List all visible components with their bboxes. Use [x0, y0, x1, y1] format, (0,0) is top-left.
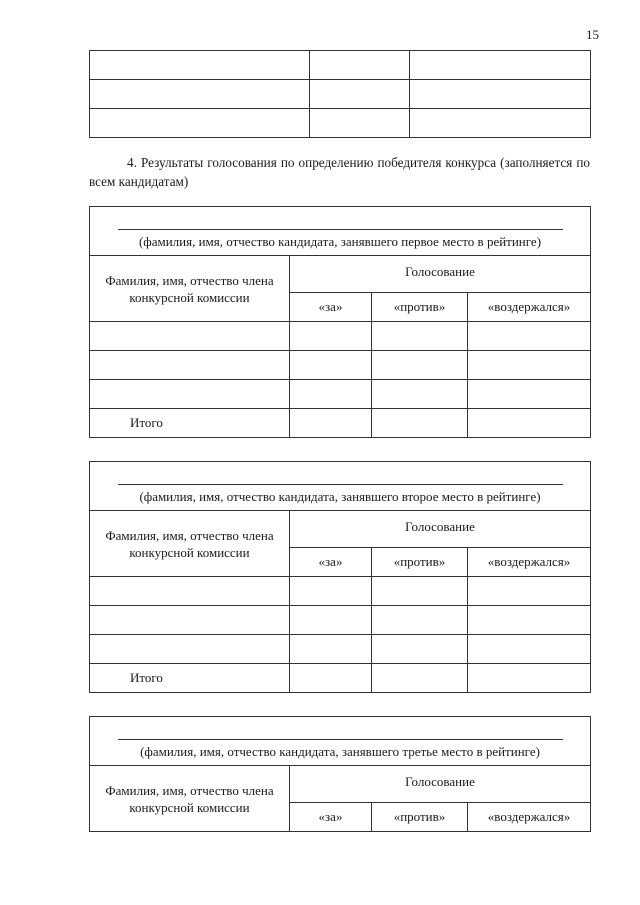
- vote-for-header: «за»: [290, 548, 372, 577]
- table-row: [90, 577, 591, 606]
- vote-abstain-header: «воздержался»: [468, 293, 591, 322]
- total-cell[interactable]: [290, 664, 372, 693]
- candidate-name-line[interactable]: [118, 217, 563, 230]
- total-cell[interactable]: [372, 664, 468, 693]
- member-cell[interactable]: [90, 577, 290, 606]
- table-cell[interactable]: [310, 109, 410, 138]
- vote-against-header: «против»: [372, 803, 468, 832]
- member-cell[interactable]: [90, 322, 290, 351]
- caption-row: [90, 207, 591, 256]
- section-heading: [89, 153, 590, 191]
- section-heading-text: 4. Результаты голосования по определению победителя конкурса (заполняется по всем кандидатам): [89, 155, 590, 189]
- table-row: [90, 635, 591, 664]
- vote-cell[interactable]: [290, 635, 372, 664]
- total-row: [90, 409, 591, 438]
- vote-table-third-place: [89, 716, 591, 832]
- vote-cell[interactable]: [468, 351, 591, 380]
- vote-cell[interactable]: [372, 577, 468, 606]
- vote-against-header: «против»: [372, 548, 468, 577]
- table-cell[interactable]: [90, 109, 310, 138]
- total-cell[interactable]: [372, 409, 468, 438]
- member-header: Фамилия, имя, отчество члена конкурсной комиссии: [90, 256, 290, 322]
- vote-for-header: «за»: [290, 803, 372, 832]
- member-cell[interactable]: [90, 635, 290, 664]
- vote-cell[interactable]: [290, 322, 372, 351]
- total-label: Итого: [90, 409, 290, 438]
- table-row: [90, 80, 591, 109]
- candidate-caption: (фамилия, имя, отчество кандидата, занявшего второе место в рейтинге): [139, 488, 541, 504]
- page-number: 15: [586, 27, 599, 42]
- vote-cell[interactable]: [468, 635, 591, 664]
- table-cell[interactable]: [90, 51, 310, 80]
- member-header: Фамилия, имя, отчество члена конкурсной комиссии: [90, 511, 290, 577]
- table-row: [90, 351, 591, 380]
- vote-table-second-place: [89, 461, 591, 693]
- table-cell[interactable]: [310, 51, 410, 80]
- vote-cell[interactable]: [372, 380, 468, 409]
- continued-table: [89, 50, 591, 138]
- vote-cell[interactable]: [468, 380, 591, 409]
- vote-cell[interactable]: [372, 351, 468, 380]
- total-row: [90, 664, 591, 693]
- table-cell[interactable]: [310, 80, 410, 109]
- candidate-name-line[interactable]: [118, 472, 563, 485]
- table-row: [90, 606, 591, 635]
- caption-row: [90, 462, 591, 511]
- caption-row: [90, 717, 591, 766]
- vote-header: Голосование: [290, 511, 591, 548]
- table-row: [90, 380, 591, 409]
- total-label: Итого: [90, 664, 290, 693]
- vote-header: Голосование: [290, 766, 591, 803]
- candidate-name-line[interactable]: [118, 727, 563, 740]
- vote-for-header: «за»: [290, 293, 372, 322]
- table-row: [90, 109, 591, 138]
- candidate-caption: (фамилия, имя, отчество кандидата, занявшего третье место в рейтинге): [140, 743, 540, 759]
- member-header: Фамилия, имя, отчество члена конкурсной комиссии: [90, 766, 290, 832]
- vote-header: Голосование: [290, 256, 591, 293]
- vote-table-first-place: [89, 206, 591, 438]
- header-row: [90, 256, 591, 293]
- header-row: [90, 511, 591, 548]
- header-row: [90, 766, 591, 803]
- vote-cell[interactable]: [372, 322, 468, 351]
- candidate-caption-cell: [90, 462, 591, 511]
- candidate-caption: (фамилия, имя, отчество кандидата, занявшего первое место в рейтинге): [138, 233, 542, 249]
- candidate-caption-cell: [90, 207, 591, 256]
- total-cell[interactable]: [290, 409, 372, 438]
- table-row: [90, 322, 591, 351]
- vote-cell[interactable]: [290, 577, 372, 606]
- total-cell[interactable]: [468, 409, 591, 438]
- vote-cell[interactable]: [290, 380, 372, 409]
- total-cell[interactable]: [468, 664, 591, 693]
- table-cell[interactable]: [90, 80, 310, 109]
- vote-cell[interactable]: [468, 606, 591, 635]
- member-cell[interactable]: [90, 380, 290, 409]
- candidate-caption-cell: [90, 717, 591, 766]
- vote-cell[interactable]: [372, 635, 468, 664]
- vote-cell[interactable]: [290, 606, 372, 635]
- member-cell[interactable]: [90, 606, 290, 635]
- vote-cell[interactable]: [468, 577, 591, 606]
- table-cell[interactable]: [410, 80, 591, 109]
- vote-cell[interactable]: [372, 606, 468, 635]
- vote-against-header: «против»: [372, 293, 468, 322]
- vote-cell[interactable]: [468, 322, 591, 351]
- vote-cell[interactable]: [290, 351, 372, 380]
- table-row: [90, 51, 591, 80]
- table-cell[interactable]: [410, 51, 591, 80]
- vote-abstain-header: «воздержался»: [468, 803, 591, 832]
- member-cell[interactable]: [90, 351, 290, 380]
- table-cell[interactable]: [410, 109, 591, 138]
- vote-abstain-header: «воздержался»: [468, 548, 591, 577]
